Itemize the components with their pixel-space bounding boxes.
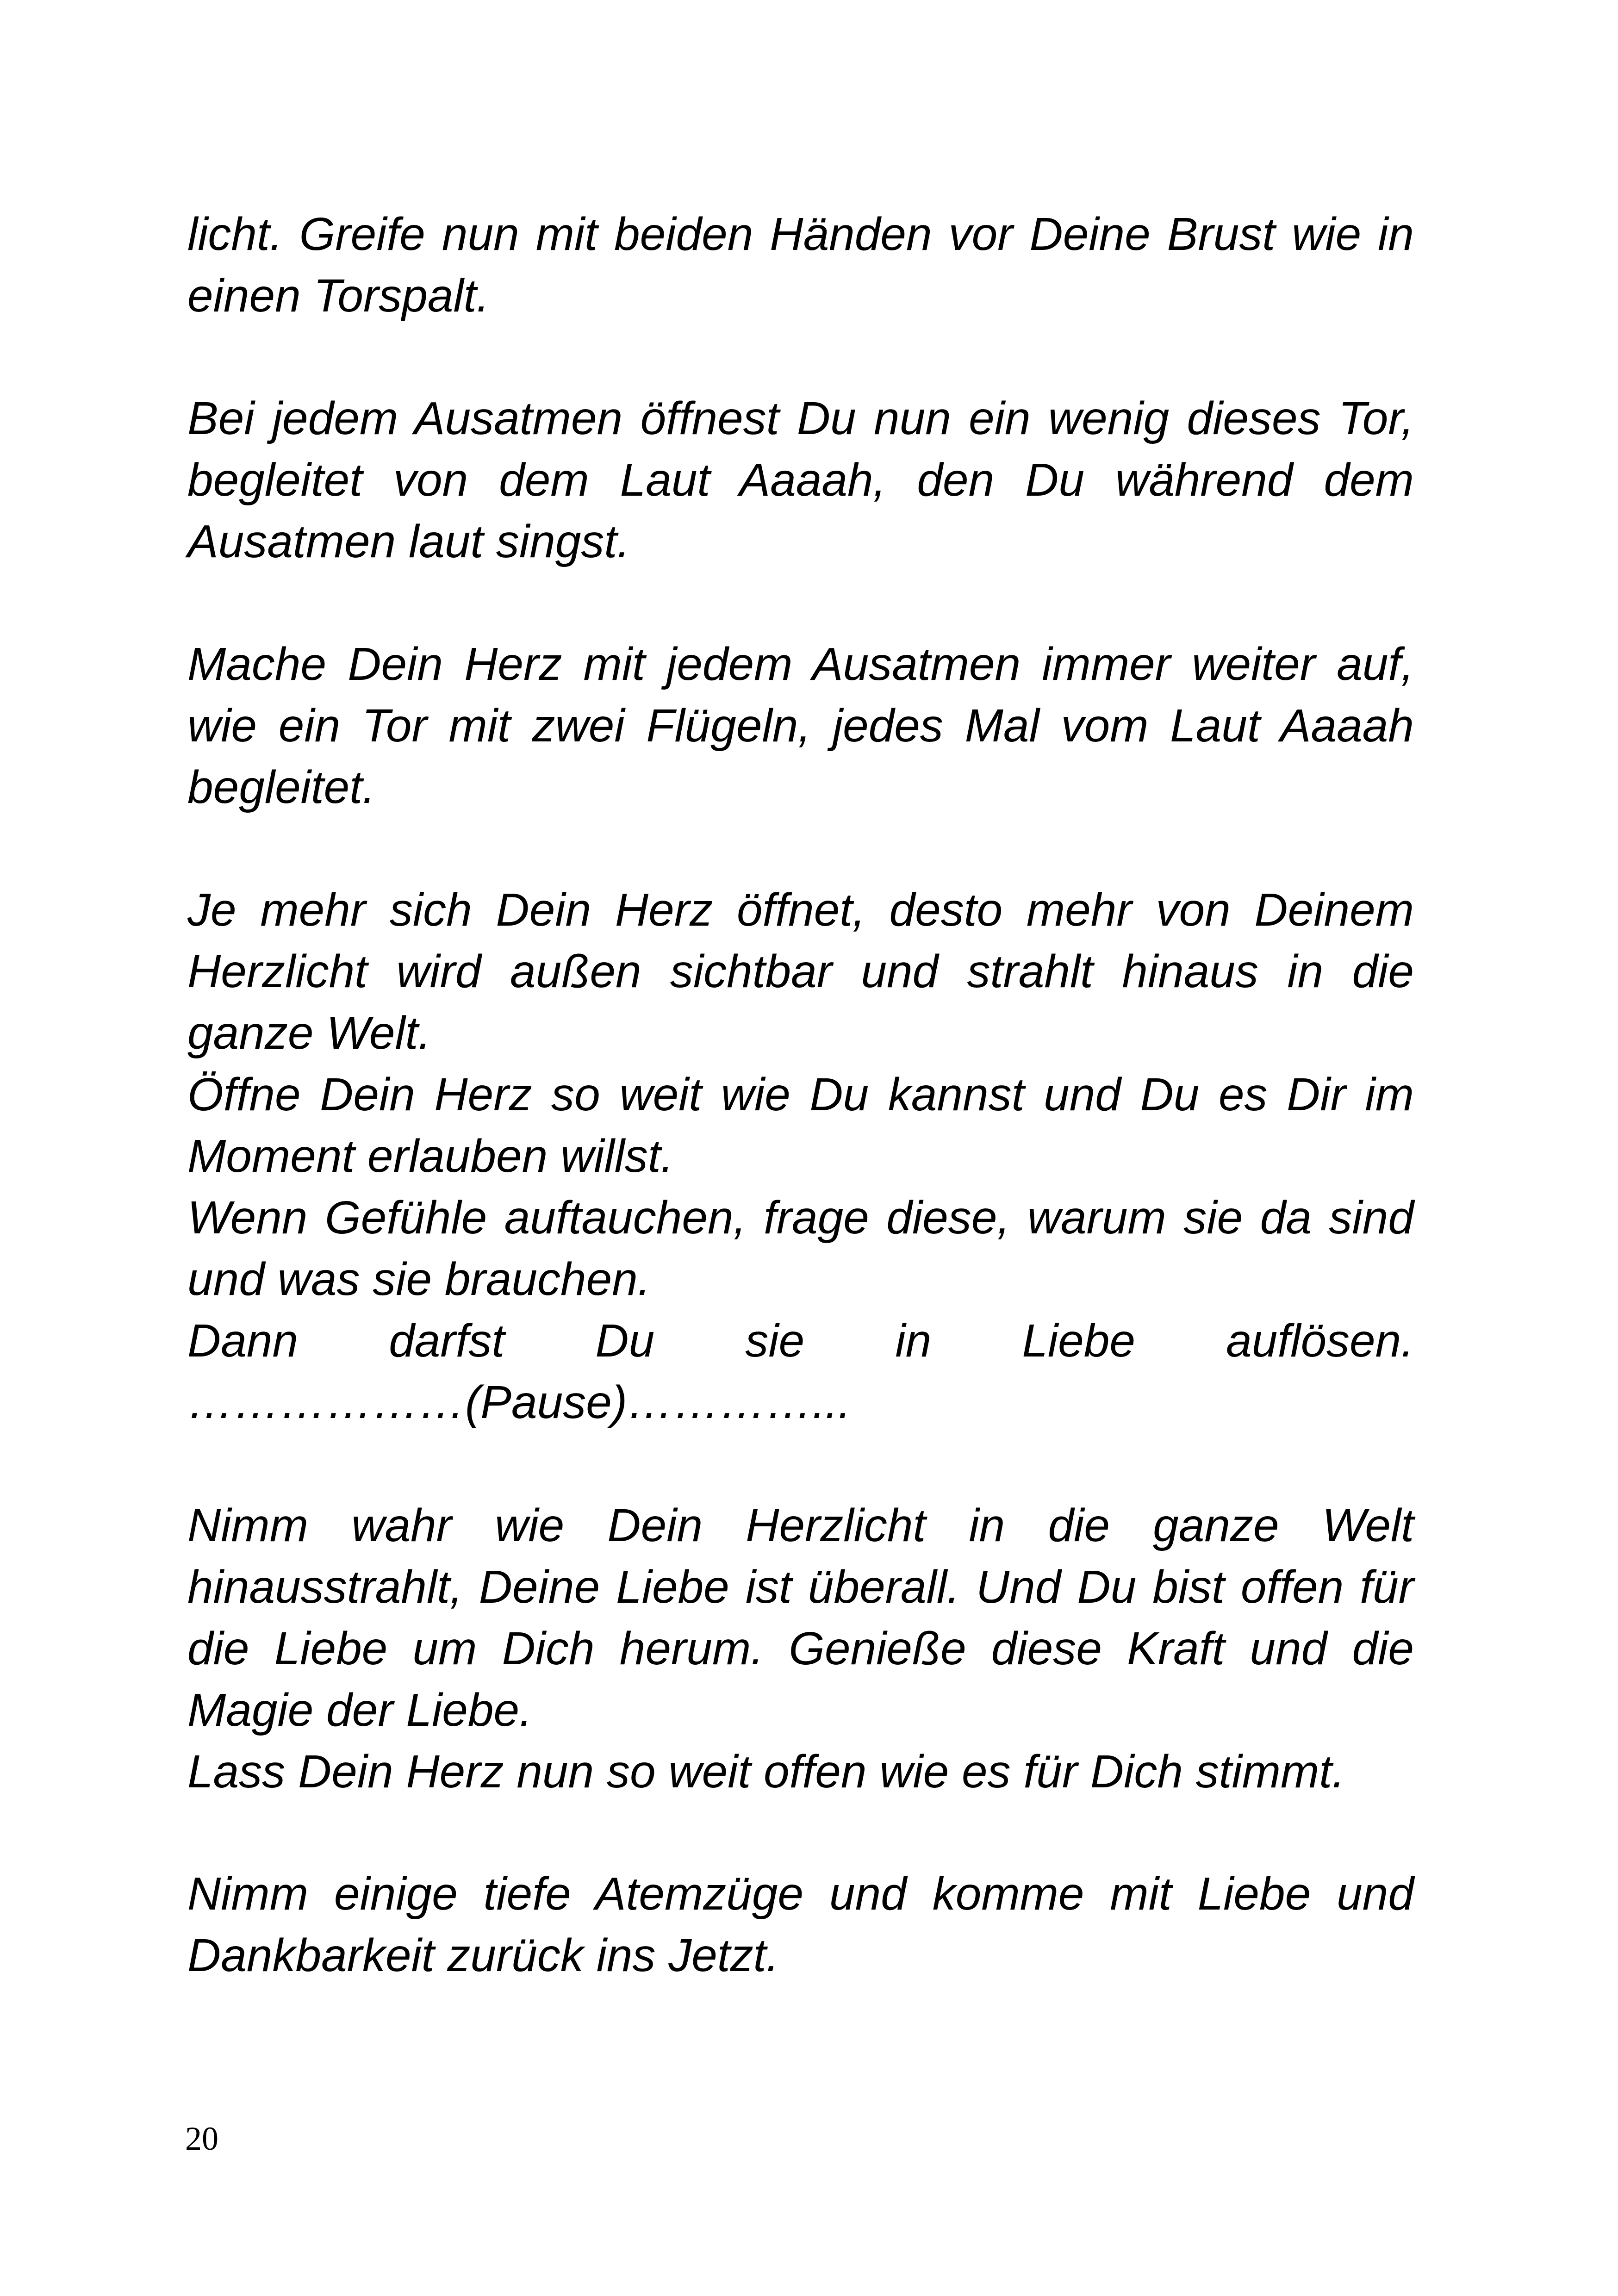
- paragraph-text: Bei jedem Ausatmen öffnest Du nun ein wenig dieses Tor, begleitet von dem Laut Aaaah, den Du während dem Ausatmen laut singst.: [187, 392, 1414, 567]
- paragraph-text: Dann darfst Du sie in Liebe auflösen.: [187, 1315, 1414, 1367]
- paragraph-text: Nimm wahr wie Dein Herzlicht in die ganze Welt hinausstrahlt, Deine Liebe ist überall. Und Du bist offen für die Liebe um Dich herum. Genieße diese Kraft und die Magie der Liebe.: [187, 1500, 1414, 1736]
- paragraph-3: [187, 634, 1414, 818]
- paragraph-5: [187, 1495, 1414, 1803]
- paragraph-6: [187, 1863, 1414, 1986]
- page-number: 20: [185, 2120, 218, 2157]
- paragraph-1: [187, 204, 1414, 327]
- paragraph-text: Wenn Gefühle auftauchen, frage diese, warum sie da sind und was sie brauchen.: [187, 1192, 1414, 1305]
- paragraph-2: [187, 388, 1414, 572]
- paragraph-text: Lass Dein Herz nun so weit offen wie es für Dich stimmt.: [187, 1746, 1345, 1798]
- paragraph-text: Je mehr sich Dein Herz öffnet, desto mehr von Deinem Herzlicht wird außen sichtbar und strahlt hinaus in die ganze Welt.: [187, 884, 1414, 1059]
- paragraph-text: Mache Dein Herz mit jedem Ausatmen immer weiter auf, wie ein Tor mit zwei Flügeln, jedes Mal vom Laut Aaaah begleitet.: [187, 638, 1414, 813]
- paragraph-text: Öffne Dein Herz so weit wie Du kannst und Du es Dir im Moment erlauben willst.: [187, 1069, 1414, 1182]
- pause-line: ………………(Pause)…………...: [187, 1376, 851, 1428]
- paragraph-text: licht. Greife nun mit beiden Händen vor Deine Brust wie in einen Torspalt.: [187, 208, 1414, 322]
- paragraph-text: Nimm einige tiefe Atemzüge und komme mit Liebe und Dankbarkeit zurück ins Jetzt.: [187, 1868, 1414, 1981]
- paragraph-4: [187, 879, 1414, 1433]
